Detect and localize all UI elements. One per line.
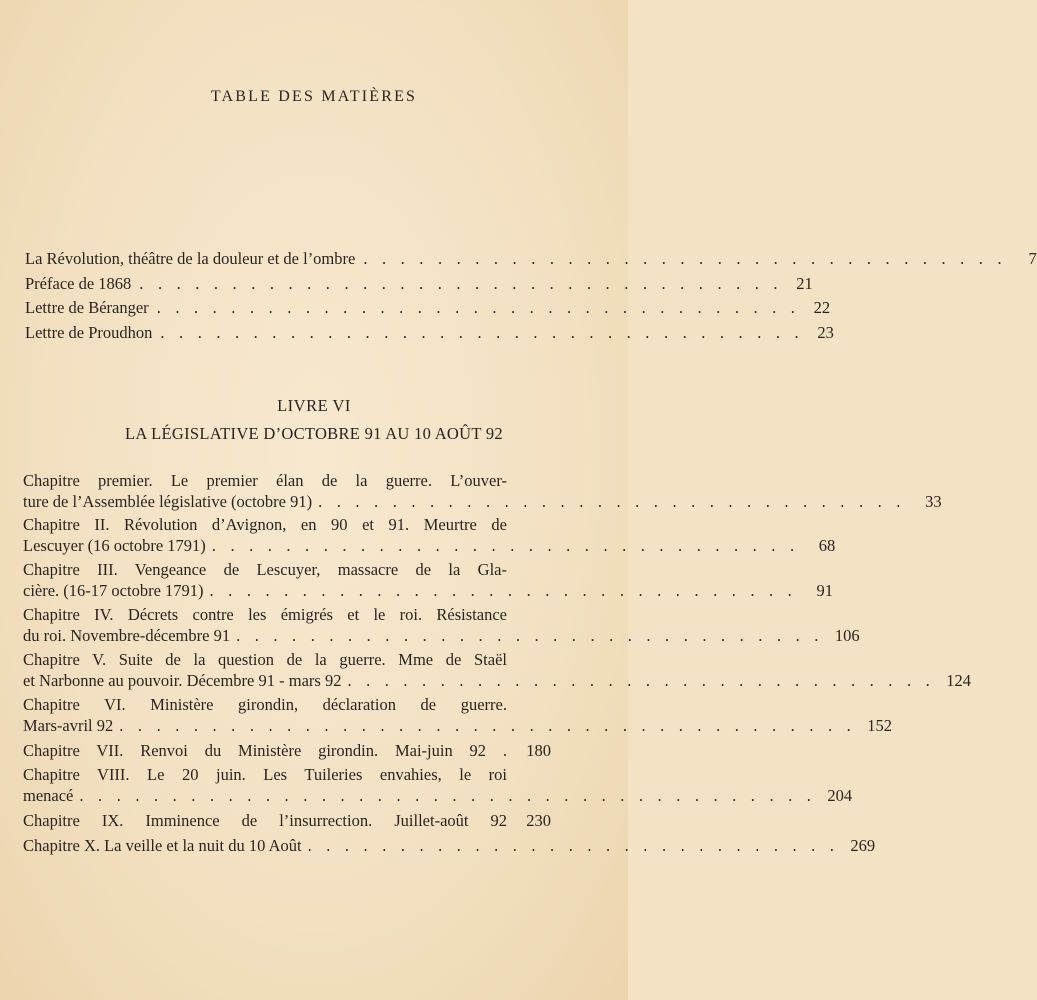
chapter-page: 106 xyxy=(834,626,860,645)
toc-entry xyxy=(25,297,831,319)
dot-leader: . . . . . . . . . . . . . . . . . . . . . . . . . . . . . . . . xyxy=(209,581,797,600)
chapter-line-2: Lescuyer (16 octobre 1791) xyxy=(23,536,206,555)
chapter-line-1: Chapitre VII. Renvoi du Ministère girondin. Mai-juin 92 . xyxy=(23,741,507,760)
chapter-page: 68 xyxy=(818,536,836,555)
chapter-line-1: Chapitre X. La veille et la nuit du 10 Août xyxy=(23,836,302,855)
dot-leader: . . . . . . . . . . . . . . . . . . . . . . . . . . . . . . . . . . . xyxy=(156,298,801,317)
book-label: LIVRE VI xyxy=(277,396,351,415)
toc-entry xyxy=(25,273,813,295)
chapter-page: 269 xyxy=(850,836,876,855)
dot-leader: . . . . . . . . . . . . . . . . . . . . . . . . . . . . . . . . xyxy=(347,671,935,690)
chapter-line-1: Chapitre IV. Décrets contre les émigrés et le roi. Résistance xyxy=(23,605,507,624)
toc-entry-text: Lettre de Proudhon xyxy=(25,323,153,342)
dot-leader: . . . . . . . . . . . . . . . . . . . . . . . . . . . . . . . . xyxy=(236,626,824,645)
chapter-entry xyxy=(23,694,892,736)
chapter-line-1: Chapitre IX. Imminence de l’insurrection. Juillet-août 92 xyxy=(23,811,507,830)
dot-leader: . . . . . . . . . . . . . . . . . . . . . . . . . . . . . . . . . . . xyxy=(160,323,804,342)
chapter-line-2: menacé xyxy=(23,786,74,805)
chapter-line-1: Chapitre III. Vengeance de Lescuyer, massacre de la Gla- xyxy=(23,560,507,579)
dot-leader: . . . . . . . . . . . . . . . . . . . . . . . . . . . . . . . . xyxy=(318,492,906,511)
chapter-line-2: cière. (16-17 octobre 1791) xyxy=(23,581,204,600)
chapter-page: 124 xyxy=(946,671,971,690)
chapter-page: 91 xyxy=(816,581,833,600)
chapter-entry xyxy=(23,740,551,761)
chapter-line-2: et Narbonne au pouvoir. Décembre 91 - mars 92 xyxy=(23,671,342,690)
dot-leader: . . . . . . . . . . . . . . . . . . . . . . . . . . . . . . . . . . . . . . . . xyxy=(79,786,817,805)
chapter-line-1: Chapitre premier. Le premier élan de la guerre. L’ouver- xyxy=(23,471,507,490)
chapter-line-2: du roi. Novembre-décembre 91 xyxy=(23,626,231,645)
page-title: TABLE DES MATIÈRES xyxy=(210,88,418,105)
toc-entry-page: 7 xyxy=(1028,249,1037,268)
dot-leader: . . . . . . . . . . . . . . . . . . . . . . . . . . . . . . . . . . . xyxy=(139,274,783,293)
dot-leader: . . . . . . . . . . . . . . . . . . . . . . . . . . . . . . . . . . . xyxy=(363,249,1007,268)
toc-entry xyxy=(25,248,1037,270)
toc-entry-text: Préface de 1868 xyxy=(25,274,132,293)
toc-entry-text: La Révolution, théâtre de la douleur et de l’ombre xyxy=(25,249,356,268)
chapter-page: 204 xyxy=(827,786,853,805)
chapter-page: 33 xyxy=(925,492,942,511)
chapter-entry xyxy=(23,764,853,806)
dot-leader: . . . . . . . . . . . . . . . . . . . . . . . . . . . . . xyxy=(307,836,840,855)
chapter-line-1: Chapitre II. Révolution d’Avignon, en 90 et 91. Meurtre de xyxy=(23,515,507,534)
toc-entry-text: Lettre de Béranger xyxy=(25,298,149,317)
toc-entry-page: 22 xyxy=(813,298,831,317)
chapter-line-1: Chapitre VI. Ministère girondin, déclaration de guerre. xyxy=(23,695,507,714)
chapter-entry xyxy=(23,810,551,831)
chapter-page: 152 xyxy=(867,716,892,735)
chapter-line-2: Mars-avril 92 xyxy=(23,716,114,735)
chapter-entry xyxy=(23,649,971,691)
toc-entry xyxy=(25,322,834,344)
toc-entry-page: 21 xyxy=(796,274,813,293)
dot-leader: . . . . . . . . . . . . . . . . . . . . . . . . . . . . . . . . xyxy=(211,536,800,555)
chapter-page: 230 xyxy=(526,811,551,830)
chapter-entry xyxy=(23,514,836,556)
chapter-page: 180 xyxy=(526,741,551,760)
chapter-line-2: ture de l’Assemblée législative (octobre 91) xyxy=(23,492,313,511)
chapter-entry xyxy=(23,559,833,601)
chapter-entry xyxy=(23,835,876,856)
chapter-entry xyxy=(23,604,860,646)
book-subtitle: LA LÉGISLATIVE D’OCTOBRE 91 AU 10 AOÛT 92 xyxy=(125,424,503,443)
dot-leader: . . . . . . . . . . . . . . . . . . . . . . . . . . . . . . . . . . . . . . . . xyxy=(119,716,856,735)
chapter-line-1: Chapitre V. Suite de la question de la guerre. Mme de Staël xyxy=(23,650,507,669)
chapter-entry xyxy=(23,470,942,512)
toc-entry-page: 23 xyxy=(817,323,834,342)
chapter-line-1: Chapitre VIII. Le 20 juin. Les Tuileries envahies, le roi xyxy=(23,765,507,784)
